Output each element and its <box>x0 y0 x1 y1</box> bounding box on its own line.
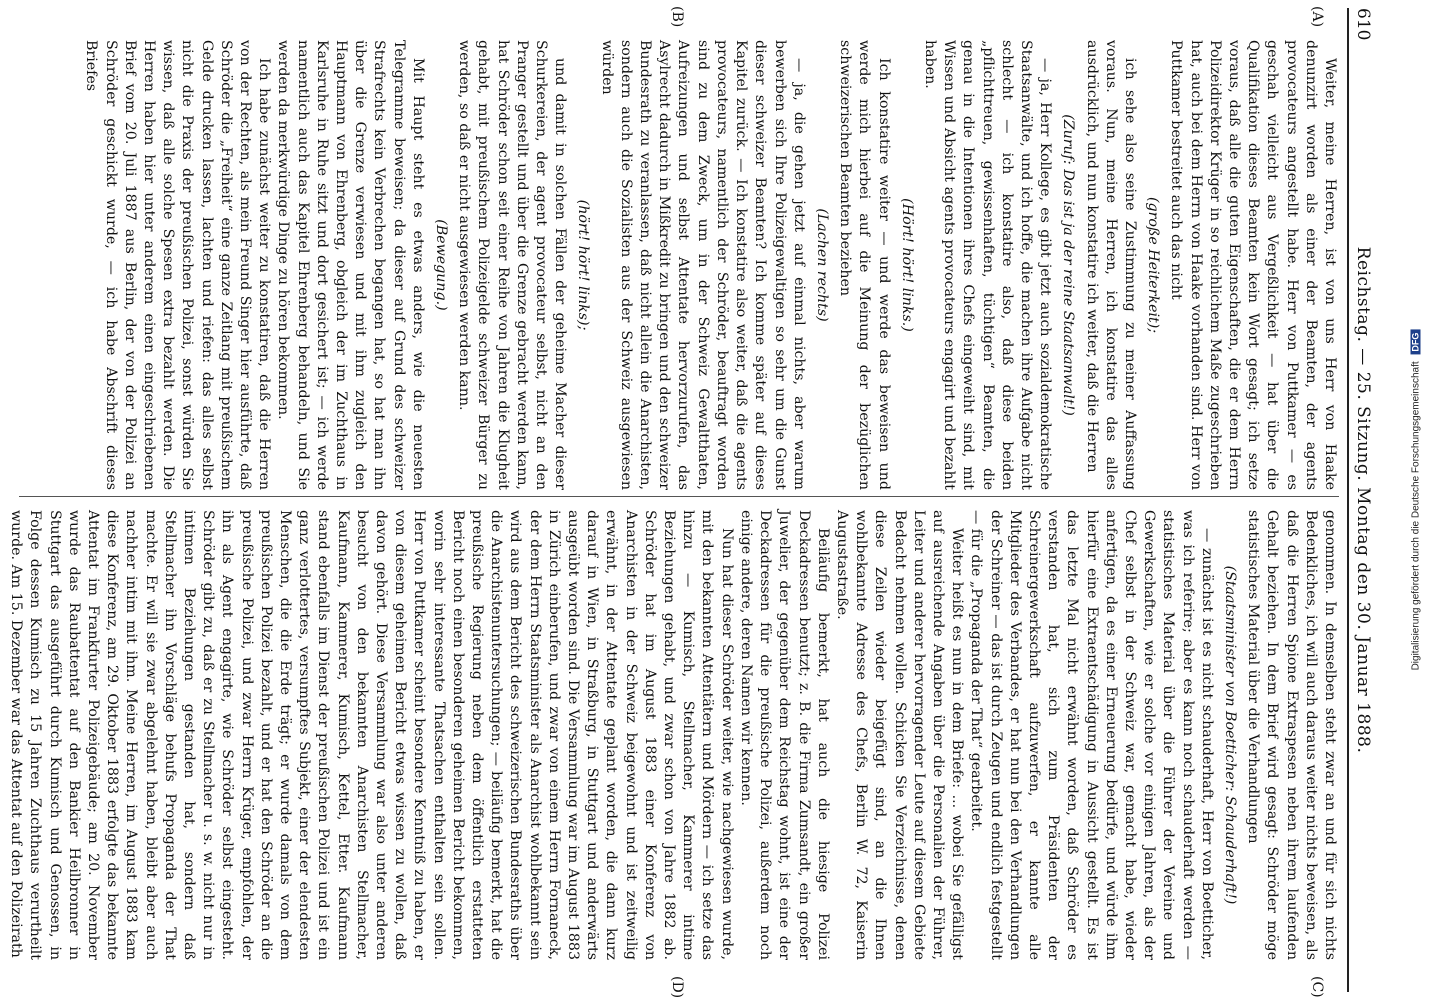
paragraph: Nun hat dieser Schröder weiter, wie nachgewiesen wurde, mit den bekannten Attentätern und Mördern — ich setze das hinzu — Kumisch, Stellmacher, Kammerer intime Beziehungen gehabt, und zwar schon von Jahre 1882 ab. Schröder hat im August 1883 einer Konferenz von Anarchisten in der Schweiz beigewohnt und ist zeitweilig erwähnt, in der Attentate geplant worden, die dann kurz darauf in Wien, in Straßburg, in Stuttgart und anderwärts ausgeübt worden sind. Die Versammlung war im August 1883 in Zürich einberufen, und zwar von einem Herrn Fornaneck, der dem Herrn Staatsminister als Anarchist wohlbekannt sein wird aus dem Bericht des schweizerischen Bundesraths über die Anarchistenuntersuchungen; — beiläufig bemerkt, hat die preußische Regierung neben dem öffentlich erstatteten Bericht noch einen besonderen geheimen Bericht bekommen, worin sehr interessante Thatsachen enthalten sein sollen. Herr von Puttkamer scheint besondere Kenntniß zu haben, er von diesem geheimen Bericht etwas wissen zu wollen, daß davon gehört. Diese Versammlung war also unter anderen besucht von den bekannten Anarchisten Stellmacher, Kaufmann, Kammerer, Kumisch, Kettel, Etter. Kaufmann stand ebenfalls im Dienst der preußischen Polizei und ist ein ganz verlottertes, versumpftes Subjekt, einer der elendesten Menschen, die die Erde trägt; er wurde damals von dem preußischen Polizei bezahlt, und er hat den Schröder an die preußische Polizei, und zwar Herrn Krüger, empfohlen, der ihn als Agent engagirte, wie Schröder selbst eingesteht. Schröder gibt zu, daß er zu Stellmacher u. s. w. nicht nur in intimen Beziehungen gestanden hat, sondern daß Stellmacher ihn Vorschläge behufs Propaganda der That machte. Er will sie zwar abgelehnt haben, bleibt aber auch nachher intim mit ihm. Meine Herren, im August 1883 kam diese Konferenz, am 29. Oktober 1883 erfolgte das bekannte Attentat im Frankfurter Polizeigebäude; am 20. November wurde das Raubattentat auf den Bankier Heilbronner in Stuttgart das ausgeführt durch Kumisch und Genossen, in Folge dessen Kumisch zu 15 Jahren Zuchthaus verurtheilt wurde. Am 15. Dezember war das Attentat auf den Polizeirath <box>8 510 735 960</box>
interjection: (Hört! hört! links.) <box>898 198 915 332</box>
interjection: (große Heiterkeit); <box>1145 196 1162 334</box>
column-divider <box>19 496 1339 497</box>
page-number: 610 <box>1353 8 1373 41</box>
page-header <box>1349 0 1379 1000</box>
paragraph: Ich habe zunächst weiter zu konstatiren, daß die Herren von der Rechten, als mein Freund Singer hier ausführte, daß Schröder die „Freiheit“ eine ganze Zeitlang mit preußischem Gelde drucken lassen, lachten und riefen: das alles selbst nicht die Praxis der preußischen Polizei, sonst würden Sie wissen, daß alle solche Spesen extra bezahlt werden. Die Herren haben hier unter anderem einen eingeschriebenen Brief vom 20. Juli 1887 aus Berlin, der von der Polizei an Schröder geschickt wurde, — ich habe Abschrift dieses Briefes <box>83 40 273 490</box>
interjection: (Lachen rechts) <box>813 208 830 322</box>
paragraph: — zunächst ist es nicht schauderhaft, Herr von Boetticher, was ich referire; aber es kann noch schauderhaft werden — statistisches Material über die Führer der Vereine und Gewerkschaften, wie er solche vor einigen Jahren, als der Chef selbst in der Schweiz war, gemacht habe, wieder anfertigen, da es einer Erneuerung bedürfe, und würde ihm hierfür eine Extraentschädigung in Aussicht gestellt. Es ist das letzte Mal nicht erwähnt worden, daß Schröder es verstanden hat, sich zum Präsidenten der Schreinergewerkschaft aufzuwerfen, er kannte alle Mitglieder des Verbandes, er hat nun bei den Verhandlungen der Schreiner — das ist durch Zeugen und endlich festgestellt — für die „Propaganda der That“ gearbeitet. <box>968 510 1215 960</box>
margin-marker-d: (D) <box>669 976 685 999</box>
interjection: (Staatsminister von Boetticher: Schauderhaft!) <box>1221 565 1238 905</box>
paragraph: Weiter, meine Herren, ist von uns Herr von Haake denunzirt worden als einer der Beamten, der agents provocateurs angestellt habe. Herr von Puttkamer — es geschah vielleicht aus Vergeßlichkeit — hat über die Qualifikation dieses Beamten kein Wort gesagt; ich setze voraus, daß alle die guten Eigenschaften, die er dem Herrn Polizeidirektor Krüger in so reichlichem Maße zugeschrieben hat, auch bei dem Herrn von Haake vorhanden sind. Herr von Puttkamer bestreitet auch das nicht <box>1168 40 1338 490</box>
paragraph: ich sehe also seine Zustimmung zu meiner Auffassung voraus. Nun, meine Herren, ich konstatire das alles ausdrücklich, und nun konstatire ich weiter, daß die Herren <box>1083 40 1138 490</box>
left-column <box>19 40 1339 490</box>
dfg-logo: DFG <box>1411 330 1421 355</box>
paragraph: genommen. In demselben steht zwar an und für sich nichts Bedenkliches, ich will auch daraus weiter nichts beweisen, als daß die Herren Spione Extraspesen neben ihrem laufenden Gehalt beziehen. In dem Brief wird gesagt: Schröder möge statistisches Material über die Verhandlungen <box>1245 510 1338 960</box>
paragraph: — ja, die gehen jetzt auf einmal nichts, aber warum bewerben sich Ihre Polizeigewaltigen so sehr um die Gunst dieser schweizer Beamten? Ich komme später auf dieses Kapitel zurück. — Ich konstatire also weiter, daß die agents provocateurs, namentlich der Schröder, beauftragt worden sind zu dem Zweck, um in der Schweiz Gewaltthaten, Aufreizungen und selbst Attentate hervorzurufen, das Asylrecht dadurch in Mißkredit zu bringen und den schweizer Bundesrath zu veranlassen, daß nicht allein die Anarchisten, sondern auch die Sozialisten aus der Schweiz ausgewiesen würden <box>598 40 807 490</box>
interjection: (Bewegung.) <box>433 219 450 311</box>
paragraph: Beiläufig bemerkt, hat auch die hiesige Polizei Deckadressen benutzt; z. B. die Firma Zumsandt, ein großer Juwelier, der gegenüber dem Reichstag wohnt, ist eine der Deckadressen für die preußische Polizei, außerdem noch einige andere, deren Namen wir kennen. <box>737 510 831 960</box>
paragraph: Weiter heißt es nun in dem Briefe: ... wobei Sie gefälligst auf ausreichende Angaben über die Personalien der Führer, Leiter und anderer hervorragender Leute auf diesem Gebiete Bedacht nehmen wollen. Schicken Sie Verzeichnisse, denen diese Zeilen wieder beigefügt sind, an die Ihnen wohlbekannte Adresse des Chefs, Berlin W. 72, Kaiserin Augustastraße. <box>833 510 966 960</box>
credit-text: Digitalisierung gefördert durch die Deutsche Forschungsgemeinschaft <box>1410 361 1422 671</box>
right-column <box>8 510 1339 960</box>
paragraph: und damit in solchen Fällen der geheime Macher dieser Schurkereien, der agent provocateur selbst, nicht an den Pranger gestellt und über die Grenze gebracht werden kann, hat Schröder schon seit einer Reihe von Jahren die Klugheit gehabt, mit preußischem Polizeigelde schweizer Bürger zu werden, so daß er nicht ausgewiesen werden kann. <box>456 40 569 490</box>
margin-marker-a: (A) <box>1309 6 1325 28</box>
paragraph: Ich konstatire weiter — und werde das beweisen und werde mich hierbei auf die Meinung der bezüglichen schweizerischen Beamten beziehen <box>837 40 892 490</box>
paragraph: — ja, Herr Kollege, es gibt jetzt auch sozialdemokratische Staatsanwälte, und ich hoffe, die machen ihre Aufgabe nicht schlecht — ich konstatire also, daß diese beiden „pflichttreuen, gewissenhaften, tüchtigen“ Beamten, die genau in die Intentionen ihres Chefs eingeweiht sind, mit Wissen und Absicht agents provocateurs engagirt und bezahlt haben. <box>921 40 1054 490</box>
interjection: (hört! hört! links); <box>575 199 592 331</box>
interjection: (Zuruf: Das ist ja der reine Staatsanwalt!) <box>1060 114 1077 416</box>
digitization-credit <box>1411 330 1422 671</box>
margin-marker-c: (C) <box>1309 976 1325 998</box>
paragraph: Mit Haupt steht es etwas anders, wie die neuesten Telegramme beweisen; da dieser auf Grund des schweizer Strafrechts kein Verbrechen begangen hat, so hat man ihn über die Grenze verwiesen und mit ihm zugleich den Hauptmann von Ehrenberg, obgleich der im Zuchthaus in Karlsruhe in Ruhe sitzt und dort gesichert ist; — ich werde namentlich auch das Kapitel Ehrenberg behandeln, und Sie werden da merkwürdige Dinge zu hören bekommen. <box>275 40 426 490</box>
header-rule <box>1347 8 1349 992</box>
margin-marker-b: (B) <box>669 6 685 28</box>
running-title: Reichstag. — 25. Sitzung. Montag den 30. Januar 1888. <box>1353 246 1373 754</box>
